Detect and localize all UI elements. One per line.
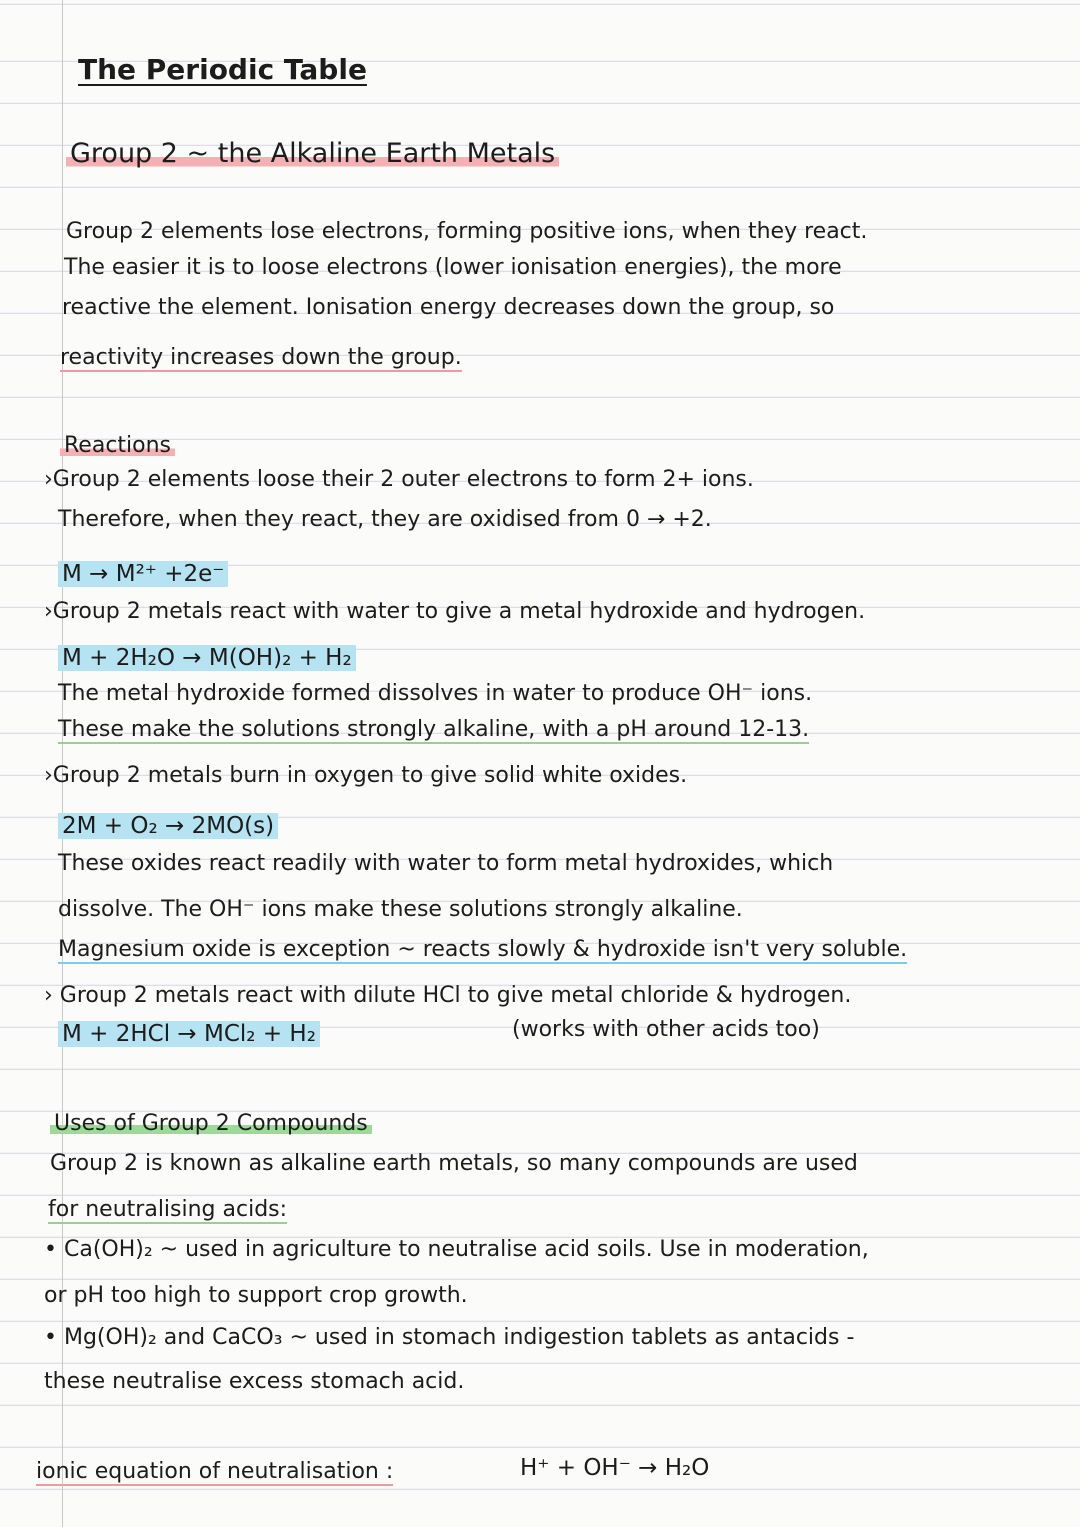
- reaction-line-6: ›Group 2 metals burn in oxygen to give solid white oxides.: [44, 763, 688, 788]
- section-heading-group2: [66, 140, 559, 168]
- ionic-equation-label: [36, 1458, 393, 1486]
- reaction-line-9-text: Magnesium oxide is exception ~ reacts slowly & hydroxide isn't very soluble.: [58, 937, 908, 962]
- reaction-line-2: Therefore, when they react, they are oxidised from 0 → +2.: [58, 507, 712, 532]
- uses-line-2: [48, 1196, 287, 1224]
- reaction-line-1: ›Group 2 elements loose their 2 outer electrons to form 2+ ions.: [44, 467, 754, 492]
- uses-line-5: • Mg(OH)₂ and CaCO₃ ~ used in stomach indigestion tablets as antacids -: [44, 1325, 855, 1350]
- reaction-line-5: [58, 716, 809, 744]
- equation-ionisation-text: M → M²⁺ +2e⁻: [58, 561, 228, 587]
- equation-ionisation: [58, 560, 228, 588]
- uses-line-2-text: for neutralising acids:: [48, 1197, 288, 1222]
- page-title: The Periodic Table: [78, 53, 367, 86]
- reaction-line-5-text: These make the solutions strongly alkaline, with a pH around 12-13.: [58, 717, 810, 742]
- reaction-line-4: The metal hydroxide formed dissolves in water to produce OH⁻ ions.: [58, 681, 813, 706]
- reaction-line-9: [58, 936, 907, 964]
- uses-line-3: • Ca(OH)₂ ~ used in agriculture to neutralise acid soils. Use in moderation,: [44, 1237, 869, 1262]
- reaction-line-3: ›Group 2 metals react with water to give a metal hydroxide and hydrogen.: [44, 599, 866, 624]
- intro-line-4: [60, 344, 462, 372]
- intro-line-4-text: reactivity increases down the group.: [60, 345, 462, 370]
- reactions-heading: [60, 432, 175, 460]
- ionic-equation-label-text: ionic equation of neutralisation :: [36, 1459, 394, 1484]
- intro-line-3: reactive the element. Ionisation energy decreases down the group, so: [62, 295, 835, 320]
- uses-line-4: or pH too high to support crop growth.: [44, 1283, 468, 1308]
- equation-water: [58, 644, 356, 672]
- ionic-equation: H⁺ + OH⁻ → H₂O: [520, 1455, 710, 1481]
- group2-heading-text: Group 2 ~ the Alkaline Earth Metals: [66, 138, 559, 169]
- reaction-note-acids: (works with other acids too): [512, 1017, 820, 1042]
- reaction-line-8: dissolve. The OH⁻ ions make these solutions strongly alkaline.: [58, 897, 743, 922]
- equation-oxygen: [58, 812, 278, 840]
- equation-oxygen-text: 2M + O₂ → 2MO(s): [58, 813, 278, 839]
- reaction-line-10: › Group 2 metals react with dilute HCl to give metal chloride & hydrogen.: [44, 983, 852, 1008]
- uses-line-1: Group 2 is known as alkaline earth metals, so many compounds are used: [50, 1151, 858, 1176]
- reactions-heading-text: Reactions: [60, 433, 175, 458]
- equation-water-text: M + 2H₂O → M(OH)₂ + H₂: [58, 645, 356, 671]
- intro-line-2: The easier it is to loose electrons (lower ionisation energies), the more: [64, 255, 842, 280]
- uses-heading: [50, 1110, 372, 1138]
- uses-line-6: these neutralise excess stomach acid.: [44, 1369, 465, 1394]
- uses-heading-text: Uses of Group 2 Compounds: [50, 1111, 372, 1136]
- reaction-line-7: These oxides react readily with water to form metal hydroxides, which: [58, 851, 834, 876]
- intro-line-1: Group 2 elements lose electrons, forming positive ions, when they react.: [66, 219, 868, 244]
- equation-acid: [58, 1020, 320, 1048]
- equation-acid-text: M + 2HCl → MCl₂ + H₂: [58, 1021, 320, 1047]
